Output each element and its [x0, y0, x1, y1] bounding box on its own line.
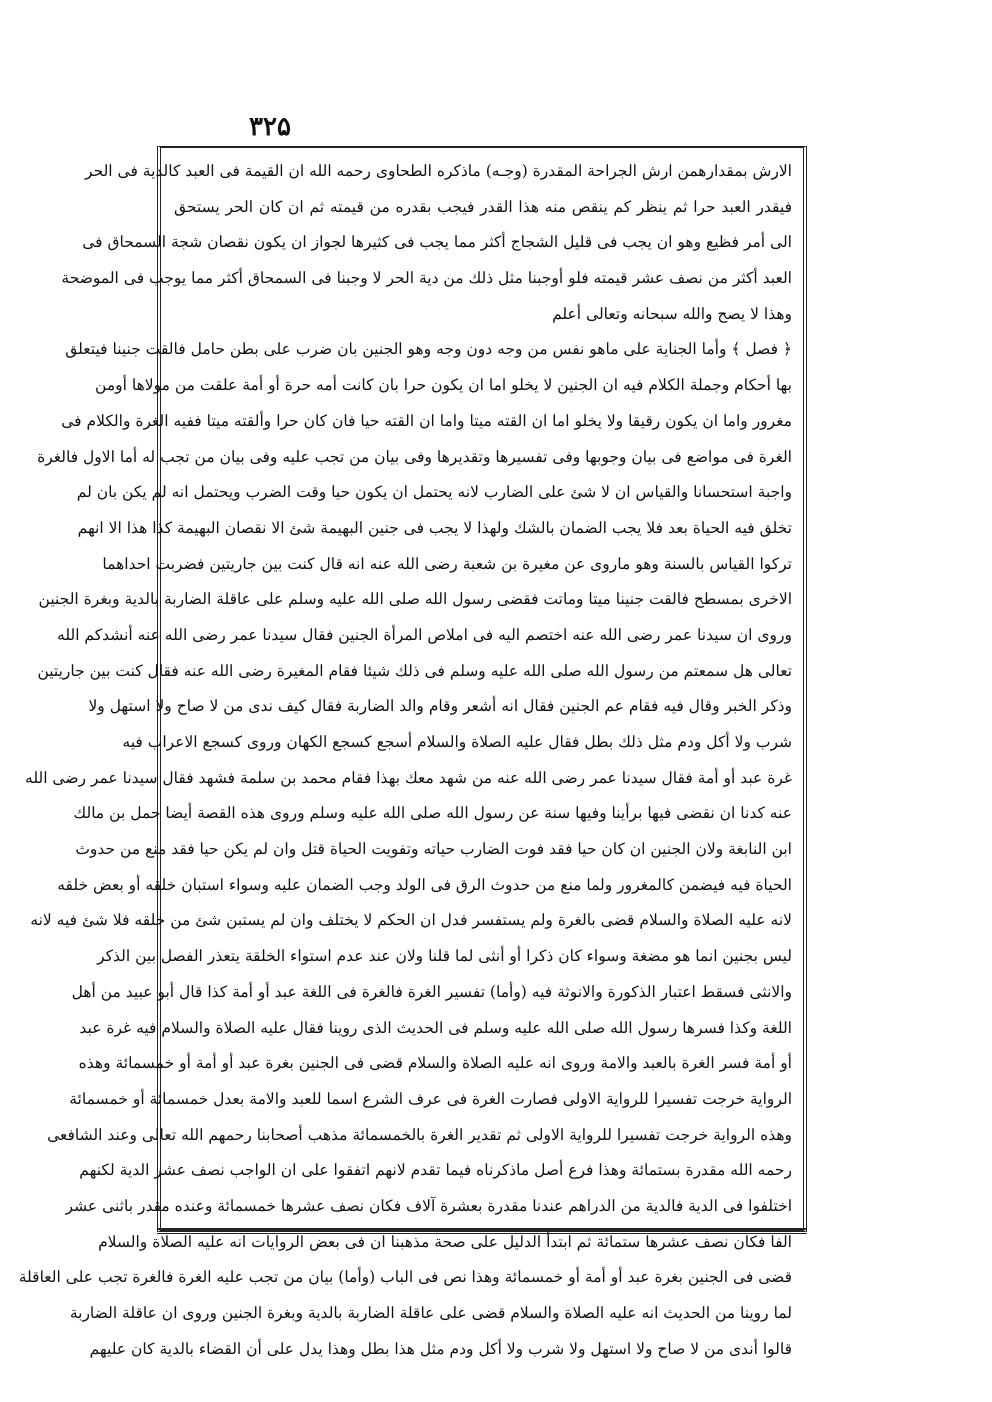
text-line: قالوا أندى من لا صاح ولا استهل ولا شرب ولا أكل ودم مثل هذا بطل وهذا يدل على أن القضاء بالدية كان عليهم: [89, 1339, 792, 1358]
text-line: لما روينا من الحديث انه عليه الصلاة والسلام قضى على عاقلة الضاربة بالدية وبغرة الجنين وروى ان عاقلة الضاربة: [69, 1304, 792, 1322]
text-line: أو أمة فسر الغرة بالعبد والامة وروى انه عليه الصلاة والسلام قضى فى الجنين بغرة عبد أو أمة أو خمسمائة وهذه: [78, 1054, 792, 1073]
text-line: رحمه الله مقدرة بستمائة وهذا فرع أصل ماذكرناه فيما تقدم لانهم اتفقوا على ان الواجب نصف عشر الدية لكنهم: [79, 1161, 792, 1180]
text-line: شرب ولا أكل ودم مثل ذلك بطل فقال عليه الصلاة والسلام أسجع كسجع الكهان وروى كسجع الاعراب فيه: [122, 733, 792, 751]
text-line: تعالى هل سمعتم من رسول الله صلى الله عليه وسلم فى ذلك شيئا فقام المغيرة رضى الله عنه فقال كنت بين جاريتين: [37, 661, 792, 680]
text-line: وهذا لا يصح والله سبحانه وتعالى أعلم: [552, 304, 792, 323]
text-line: قضى فى الجنين بغرة عبد أو أمة أو خمسمائة وهذا نص فى الباب (وأما) بيان من تجب عليه الغرة فالغرة تجب على العاقلة: [18, 1268, 792, 1287]
text-line: الفا فكان نصف عشرها ستمائة ثم ابتدأ الدليل على صحة مذهبنا ان فى بعض الروايات انه عليه الصلاة والسلام: [98, 1232, 792, 1251]
page-number: ۳۲۵: [249, 112, 291, 142]
text-line: ﴿ فصل ﴾ وأما الجناية على ماهو نفس من وجه دون وجه وهو الجنين بان ضرب على بطن حامل فالقت جنينا فيتعلق: [65, 340, 792, 359]
body-text: [18, 154, 792, 1358]
text-line: عنه كدنا ان نقضى فيها برأينا وفيها سنة عن رسول الله صلى الله عليه وسلم وروى هذه القصة أيضا حمل بن مالك: [73, 804, 792, 823]
text-line: ابن النابغة ولان الجنين ان كان حيا فقد فوت الضارب حياته وتفويت الحياة قتل وان لم يكن حيا فقد منع من حدوث: [75, 840, 792, 859]
text-line: بها أحكام وجملة الكلام فيه ان الجنين لا يخلو اما ان يكون حرا بان كانت أمه حرة أو أمة علقت من مولاها أومن: [95, 376, 792, 395]
text-line: وهذه الرواية خرجت تفسيرا للرواية الاولى ثم تقدير الغرة بالخمسمائة مذهب أصحابنا رحمهم الله تعالى وعند الشافعى: [47, 1125, 792, 1144]
text-line: الارش بمقدارهمن ارش الجراحة المقدرة (وجـه) ماذكره الطحاوى رحمه الله ان القيمة فى العبد كالدية فى الحر: [85, 162, 792, 180]
text-line: لانه عليه الصلاة والسلام قضى بالغرة ولم يستفسر فدل ان الحكم لا يختلف وان لم يستبن شئ من خلقه فلا شئ فيه لانه: [30, 911, 792, 930]
text-line: الغرة فى مواضع فى بيان وجوبها وفى تفسيرها وتقديرها وفى بيان من تجب عليه وفى بيان من تجب له أما الاول فالغرة: [37, 447, 792, 466]
text-line: فيقدر العبد حرا ثم ينظر كم ينقص منه هذا القدر فيجب بقدره من قيمته ثم ان كان الحر يستحق: [174, 197, 792, 216]
text-line: العبد أكثر من نصف عشر قيمته فلو أوجبنا مثل ذلك من دية الحر لا وجبنا فى السمحاق أكثر مما يوجب فى الموضحة: [61, 269, 792, 288]
text-line: اختلفوا فى الدية فالدية من الدراهم عندنا مقدرة بعشرة آلاف فكان نصف عشرها خمسمائة وعنده مقدر باثنى عشر: [65, 1196, 792, 1215]
text-line: والانثى فسقط اعتبار الذكورة والانوثة فيه (وأما) تفسير الغرة فالغرة فى اللغة عبد أو أمة كذا قال أبو عبيد من أهل: [71, 982, 792, 1001]
text-line: تركوا القياس بالسنة وهو ماروى عن مغيرة بن شعبة رضى الله عنه انه قال كنت بين جاريتين فضربت احداهما: [102, 554, 792, 573]
text-line: الرواية خرجت تفسيرا للرواية الاولى فصارت الغرة فى عرف الشرع اسما للعبد والامة بعدل خمسمائة أو خمسمائة: [69, 1089, 792, 1108]
text-line: مغرور واما ان يكون رقيقا ولا يخلو اما ان القته ميتا واما ان القته حيا فان كان حرا وألقته ميتا ففيه الغرة والكلام فى: [61, 411, 792, 430]
text-line: الحياة فيه فيضمن كالمغرور ولما منع من حدوث الرق فى الولد وجب الضمان عليه وسواء استبان خلقه أو بعض خلقه: [57, 875, 792, 894]
text-line: وذكر الخبر وقال فيه فقام عم الجنين فقال انه أشعر وقام والد الضاربة فقال كيف ندى من لا صاح ولا استهل ولا: [88, 697, 792, 716]
bottom-rule: [157, 1228, 807, 1234]
text-line: واجبة استحسانا والقياس ان لا شئ على الضارب لانه يحتمل ان يكون حيا وقت الضرب ويحتمل انه لم يكن بان لم: [76, 483, 792, 502]
text-line: الاخرى بمسطح فالقت جنينا ميتا وماتت فقضى رسول الله صلى الله عليه وسلم على عاقلة الضاربة بالدية وبغرة الجنين: [38, 590, 792, 609]
text-line: ليس بجنين انما هو مضغة وسواء كان ذكرا أو أنثى لما قلنا ولان عند عدم استواء الخلقة يتعذر الفصل بين الذكر: [97, 947, 792, 966]
text-line: الى أمر فظيع وهو ان يجب فى قليل الشجاج أكثر مما يجب فى كثيرها لجواز ان يكون نقصان شجة السمحاق فى: [82, 233, 792, 252]
text-line: غرة عبد أو أمة فقال سيدنا عمر رضى الله عنه من شهد معك بهذا فقام محمد بن سلمة فشهد فقال سيدنا عمر رضى الله: [25, 768, 792, 787]
text-line: وروى ان سيدنا عمر رضى الله عنه اختصم اليه فى املاص المرأة الجنين فقال سيدنا عمر رضى الله عنه أنشدكم الله: [57, 625, 792, 644]
text-line: تخلق فيه الحياة بعد فلا يجب الضمان بالشك ولهذا لا يجب فى جنين البهيمة شئ الا نقصان البهيمة كذا هذا الا انهم: [77, 518, 792, 537]
text-line: اللغة وكذا فسرها رسول الله صلى الله عليه وسلم فى الحديث الذى روينا فقال عليه الصلاة والسلام فيه غرة عبد: [79, 1018, 792, 1037]
